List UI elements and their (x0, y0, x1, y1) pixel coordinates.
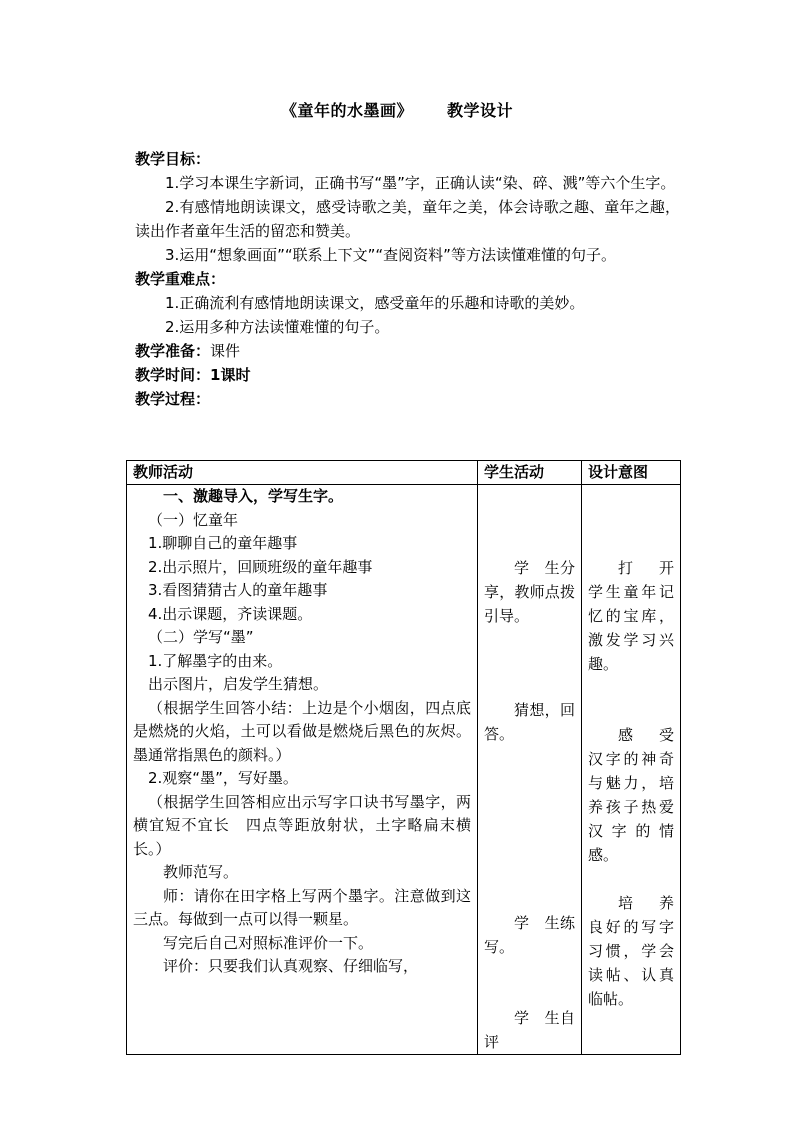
process-heading: 教学过程： (135, 390, 211, 408)
design-intent-cell (582, 485, 681, 1055)
student-activity: 学 生自评 (484, 1008, 575, 1051)
header-student: 学生活动 (478, 461, 582, 485)
activity-step: 教师范写。 (163, 863, 239, 881)
page-title: 《童年的水墨画》 教学设计 (280, 101, 514, 120)
design-intent: 培 养良好的写字习惯，学会读帖、认真临帖。 (588, 893, 674, 1008)
activity-step: 1.聊聊自己的童年趣事 (148, 534, 298, 552)
teacher-activity-cell (127, 485, 478, 1055)
activity-step: 师：请你在田字格上写两个墨字。注意做到这三点。每做到一点可以得一颗星。 (133, 886, 471, 928)
key-point-item: 2.运用多种方法读懂难懂的句子。 (165, 318, 390, 336)
design-intent: 感 受汉字的神奇与魅力，培养孩子热爱汉字的情感。 (588, 725, 674, 864)
student-activity: 猜想，回答。 (484, 701, 575, 743)
table-row (127, 485, 681, 1055)
document-body (135, 147, 680, 411)
sub-section: （一）忆童年 (148, 510, 239, 529)
activity-step: 写完后自己对照标准评价一下。 (163, 933, 374, 952)
goal-item: 2.有感情地朗读课文，感受诗歌之美，童年之美，体会诗歌之趣、童年之趣，读出作者童年生活的留恋和赞美。 (135, 198, 680, 240)
key-points-heading: 教学重难点： (135, 270, 226, 288)
header-teacher: 教师活动 (127, 461, 478, 485)
prep-line: 教学准备：课件 (135, 342, 241, 360)
student-activity-cell (478, 485, 582, 1055)
design-intent: 打 开学生童年记忆的宝库，激发学习兴趣。 (588, 558, 674, 673)
activity-step: 2.观察“墨”，写好墨。 (148, 769, 298, 787)
activity-step: 3.看图猜猜古人的童年趣事 (148, 581, 328, 599)
header-intent: 设计意图 (582, 461, 681, 485)
student-activity: 学 生分享，教师点拨引导。 (484, 558, 575, 625)
sub-section: （二）学写“墨” (148, 628, 254, 646)
activity-step: 出示图片，启发学生猜想。 (148, 675, 329, 693)
goal-item: 1.学习本课生字新词，正确书写“墨”字，正确认读“染、碎、溅”等六个生字。 (165, 174, 676, 192)
goal-item: 3.运用“想象画面”“联系上下文”“查阅资料”等方法读懂难懂的句子。 (165, 246, 616, 264)
time-line: 教学时间：1课时 (135, 366, 251, 384)
section-title: 一、激趣导入，学写生字。 (163, 487, 344, 505)
activity-step: 评价：只要我们认真观察、仔细临写， (163, 957, 419, 975)
activity-note: （根据学生回答小结：上边是个小烟囱，四点底是燃烧的火焰，土可以看做是燃烧后黑色的灰烬。墨通常指黑色的颜料。） (133, 698, 471, 764)
activity-step: 2.出示照片，回顾班级的童年趣事 (148, 557, 373, 576)
key-point-item: 1.正确流利有感情地朗读课文，感受童年的乐趣和诗歌的美妙。 (165, 294, 585, 312)
lesson-plan-table (126, 460, 681, 1055)
table-header-row (127, 461, 681, 485)
activity-step: 1.了解墨字的由来。 (148, 651, 283, 670)
activity-note: （根据学生回答相应出示写字口诀书写墨字，两横宜短不宜长 四点等距放射状，土字略扁末横长。） (133, 792, 471, 858)
goals-heading: 教学目标： (135, 150, 211, 168)
activity-step: 4.出示课题，齐读课题。 (148, 604, 313, 623)
student-activity: 学 生练写。 (484, 913, 575, 956)
